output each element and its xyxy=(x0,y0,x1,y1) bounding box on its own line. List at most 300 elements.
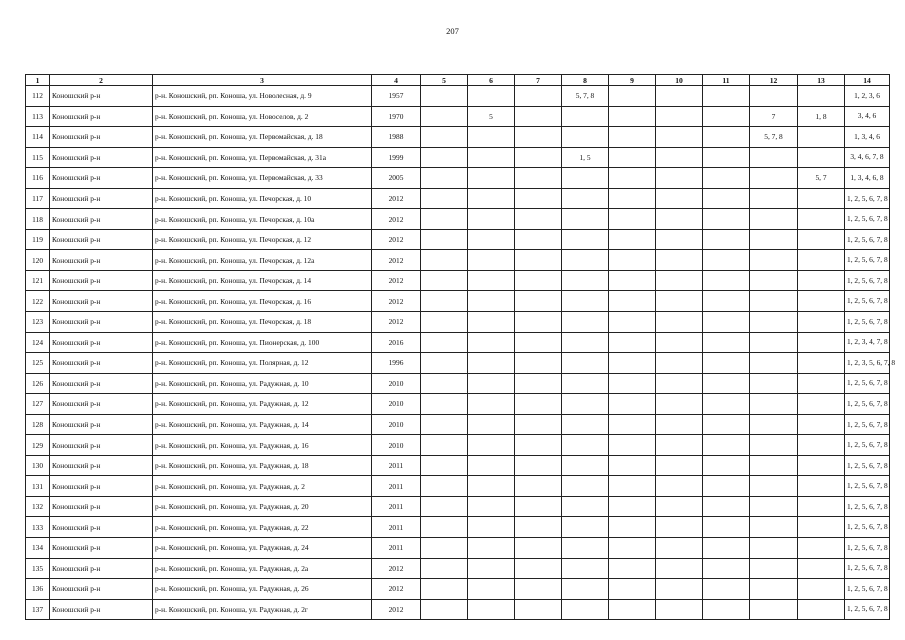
table-cell-col-4: 1996 xyxy=(372,353,421,374)
table-cell-col-9 xyxy=(609,579,656,600)
table-cell-col-4: 2012 xyxy=(372,250,421,271)
table-row xyxy=(26,455,890,476)
table-cell-col-10 xyxy=(656,455,703,476)
table-cell-col-14: 1, 2, 5, 6, 7, 8 xyxy=(845,435,890,456)
table-cell-col-7 xyxy=(515,291,562,312)
table-cell-col-9 xyxy=(609,250,656,271)
table-cell-col-4: 2012 xyxy=(372,291,421,312)
table-cell-col-14: 1, 2, 5, 6, 7, 8 xyxy=(845,538,890,559)
table-cell-col-1: 130 xyxy=(26,455,50,476)
table-cell-col-2: Коношский р-н xyxy=(50,106,153,127)
table-cell-col-9 xyxy=(609,414,656,435)
table-cell-col-7 xyxy=(515,270,562,291)
table-cell-col-14: 3, 4, 6, 7, 8 xyxy=(845,147,890,168)
table-cell-col-3: р-н. Коношский, рп. Коноша, ул. Радужная, д. 24 xyxy=(153,538,372,559)
table-cell-col-9 xyxy=(609,353,656,374)
table-cell-col-12 xyxy=(750,188,798,209)
table-cell-col-9 xyxy=(609,106,656,127)
table-row xyxy=(26,291,890,312)
table-cell-col-2: Коношский р-н xyxy=(50,332,153,353)
table-cell-col-11 xyxy=(703,353,750,374)
table-cell-col-12 xyxy=(750,168,798,189)
table-cell-col-6 xyxy=(468,538,515,559)
table-cell-col-5 xyxy=(421,188,468,209)
table-cell-col-12 xyxy=(750,353,798,374)
table-cell-col-11 xyxy=(703,435,750,456)
table-cell-col-6 xyxy=(468,517,515,538)
table-cell-col-13 xyxy=(798,353,845,374)
table-cell-col-7 xyxy=(515,579,562,600)
table-cell-col-8 xyxy=(562,414,609,435)
page-number: 207 xyxy=(446,26,459,36)
table-cell-col-1: 125 xyxy=(26,353,50,374)
table-cell-col-7 xyxy=(515,517,562,538)
table-cell-col-14: 1, 2, 5, 6, 7, 8 xyxy=(845,312,890,333)
table-cell-col-5 xyxy=(421,579,468,600)
table-cell-col-1: 137 xyxy=(26,599,50,620)
table-cell-col-14: 1, 2, 5, 6, 7, 8 xyxy=(845,414,890,435)
table-row xyxy=(26,558,890,579)
table-cell-col-9 xyxy=(609,270,656,291)
table-cell-col-3: р-н. Коношский, рп. Коноша, ул. Радужная, д. 2г xyxy=(153,599,372,620)
table-cell-col-12 xyxy=(750,332,798,353)
table-cell-col-2: Коношский р-н xyxy=(50,312,153,333)
table-cell-col-12 xyxy=(750,250,798,271)
table-cell-col-8 xyxy=(562,476,609,497)
table-cell-col-1: 135 xyxy=(26,558,50,579)
table-cell-col-12 xyxy=(750,455,798,476)
column-header-7: 7 xyxy=(515,75,562,86)
column-header-2: 2 xyxy=(50,75,153,86)
table-row xyxy=(26,188,890,209)
column-header-14: 14 xyxy=(845,75,890,86)
table-cell-col-4: 2012 xyxy=(372,188,421,209)
table-header xyxy=(26,75,890,86)
table-row xyxy=(26,414,890,435)
table-cell-col-10 xyxy=(656,538,703,559)
table-cell-col-2: Коношский р-н xyxy=(50,373,153,394)
table-cell-col-3: р-н. Коношский, рп. Коноша, ул. Радужная, д. 10 xyxy=(153,373,372,394)
table-cell-col-14: 1, 2, 3, 4, 7, 8 xyxy=(845,332,890,353)
table-cell-col-5 xyxy=(421,106,468,127)
table-cell-col-9 xyxy=(609,291,656,312)
table-cell-col-1: 132 xyxy=(26,496,50,517)
table-cell-col-11 xyxy=(703,168,750,189)
table-cell-col-10 xyxy=(656,558,703,579)
table-cell-col-1: 113 xyxy=(26,106,50,127)
table-cell-col-7 xyxy=(515,209,562,230)
table-cell-col-12 xyxy=(750,312,798,333)
table-cell-col-5 xyxy=(421,538,468,559)
table-cell-col-8 xyxy=(562,394,609,415)
table-cell-col-1: 123 xyxy=(26,312,50,333)
table-cell-col-8 xyxy=(562,250,609,271)
table-cell-col-13 xyxy=(798,312,845,333)
column-header-3: 3 xyxy=(153,75,372,86)
table-cell-col-1: 121 xyxy=(26,270,50,291)
table-cell-col-2: Коношский р-н xyxy=(50,455,153,476)
table-cell-col-8: 5, 7, 8 xyxy=(562,86,609,107)
table-cell-col-2: Коношский р-н xyxy=(50,229,153,250)
table-cell-col-13 xyxy=(798,455,845,476)
table-cell-col-8 xyxy=(562,517,609,538)
table-cell-col-6 xyxy=(468,270,515,291)
table-cell-col-14: 1, 3, 4, 6, 8 xyxy=(845,168,890,189)
table-body xyxy=(26,86,896,620)
table-cell-col-6 xyxy=(468,558,515,579)
table-row xyxy=(26,435,890,456)
table-cell-col-7 xyxy=(515,86,562,107)
table-cell-col-13 xyxy=(798,86,845,107)
table-cell-col-2: Коношский р-н xyxy=(50,353,153,374)
table-cell-col-7 xyxy=(515,106,562,127)
table-cell-col-4: 1970 xyxy=(372,106,421,127)
table-cell-col-5 xyxy=(421,86,468,107)
table-cell-col-5 xyxy=(421,332,468,353)
table-cell-col-3: р-н. Коношский, рп. Коноша, ул. Печорская, д. 18 xyxy=(153,312,372,333)
table-row xyxy=(26,127,890,148)
table-cell-col-4: 2010 xyxy=(372,435,421,456)
table-cell-col-7 xyxy=(515,168,562,189)
table-cell-col-11 xyxy=(703,312,750,333)
table-cell-col-3: р-н. Коношский, рп. Коноша, ул. Радужная, д. 2 xyxy=(153,476,372,497)
register-table xyxy=(25,74,896,620)
table-cell-col-14: 1, 2, 5, 6, 7, 8 xyxy=(845,394,890,415)
table-cell-col-2: Коношский р-н xyxy=(50,414,153,435)
table-cell-col-5 xyxy=(421,127,468,148)
table-cell-col-7 xyxy=(515,414,562,435)
table-cell-col-3: р-н. Коношский, рп. Коноша, ул. Первомайская, д. 33 xyxy=(153,168,372,189)
table-cell-col-11 xyxy=(703,147,750,168)
table-cell-col-4: 2011 xyxy=(372,496,421,517)
table-cell-col-2: Коношский р-н xyxy=(50,188,153,209)
table-cell-col-5 xyxy=(421,414,468,435)
table-cell-col-9 xyxy=(609,435,656,456)
table-cell-col-5 xyxy=(421,496,468,517)
table-cell-col-1: 134 xyxy=(26,538,50,559)
table-cell-col-5 xyxy=(421,558,468,579)
table-cell-col-8 xyxy=(562,538,609,559)
table-cell-col-8 xyxy=(562,229,609,250)
table-cell-col-4: 2010 xyxy=(372,373,421,394)
table-cell-col-4: 2011 xyxy=(372,476,421,497)
table-cell-col-6 xyxy=(468,435,515,456)
table-cell-col-8: 1, 5 xyxy=(562,147,609,168)
table-row xyxy=(26,250,890,271)
table-cell-col-10 xyxy=(656,291,703,312)
table-cell-col-10 xyxy=(656,353,703,374)
table-cell-col-2: Коношский р-н xyxy=(50,86,153,107)
table-cell-col-3: р-н. Коношский, рп. Коноша, ул. Радужная, д. 16 xyxy=(153,435,372,456)
table-cell-col-8 xyxy=(562,168,609,189)
table-cell-col-6 xyxy=(468,599,515,620)
table-cell-col-7 xyxy=(515,394,562,415)
table-cell-col-12 xyxy=(750,476,798,497)
table-cell-col-10 xyxy=(656,168,703,189)
table-cell-col-9 xyxy=(609,538,656,559)
table-cell-col-11 xyxy=(703,455,750,476)
table-cell-col-7 xyxy=(515,599,562,620)
column-header-1: 1 xyxy=(26,75,50,86)
table-cell-col-5 xyxy=(421,435,468,456)
table-cell-col-4: 2010 xyxy=(372,414,421,435)
table-cell-col-6 xyxy=(468,127,515,148)
table-cell-col-3: р-н. Коношский, рп. Коноша, ул. Печорская, д. 14 xyxy=(153,270,372,291)
column-header-4: 4 xyxy=(372,75,421,86)
table-cell-col-8 xyxy=(562,270,609,291)
table-cell-col-13 xyxy=(798,127,845,148)
table-cell-col-12 xyxy=(750,270,798,291)
table-row xyxy=(26,517,890,538)
table-cell-col-4: 1957 xyxy=(372,86,421,107)
header-row xyxy=(26,75,890,86)
table-cell-col-2: Коношский р-н xyxy=(50,496,153,517)
table-cell-col-6 xyxy=(468,414,515,435)
table-cell-col-13 xyxy=(798,394,845,415)
table-cell-col-7 xyxy=(515,188,562,209)
table-cell-col-12 xyxy=(750,291,798,312)
table-cell-col-7 xyxy=(515,332,562,353)
table-cell-col-6 xyxy=(468,147,515,168)
table-cell-col-1: 124 xyxy=(26,332,50,353)
table-cell-col-11 xyxy=(703,496,750,517)
table-cell-col-10 xyxy=(656,332,703,353)
table-cell-col-12 xyxy=(750,599,798,620)
table-cell-col-10 xyxy=(656,188,703,209)
table-cell-col-1: 120 xyxy=(26,250,50,271)
table-cell-col-11 xyxy=(703,127,750,148)
table-cell-col-11 xyxy=(703,291,750,312)
table-cell-col-13 xyxy=(798,496,845,517)
table-row xyxy=(26,312,890,333)
table-cell-col-4: 1988 xyxy=(372,127,421,148)
table-cell-col-11 xyxy=(703,538,750,559)
table-cell-col-7 xyxy=(515,373,562,394)
table-cell-col-6 xyxy=(468,496,515,517)
table-cell-col-6 xyxy=(468,353,515,374)
table-cell-col-10 xyxy=(656,373,703,394)
table-cell-col-11 xyxy=(703,476,750,497)
table-cell-col-6 xyxy=(468,229,515,250)
table-cell-col-7 xyxy=(515,147,562,168)
table-cell-col-12: 7 xyxy=(750,106,798,127)
table-cell-col-5 xyxy=(421,312,468,333)
table-cell-col-6 xyxy=(468,332,515,353)
table-cell-col-3: р-н. Коношский, рп. Коноша, ул. Пионерская, д. 100 xyxy=(153,332,372,353)
table-cell-col-1: 117 xyxy=(26,188,50,209)
table-cell-col-6 xyxy=(468,209,515,230)
table-cell-col-14: 3, 4, 6 xyxy=(845,106,890,127)
table-row xyxy=(26,106,890,127)
column-header-8: 8 xyxy=(562,75,609,86)
table-cell-col-12 xyxy=(750,435,798,456)
table-cell-col-5 xyxy=(421,250,468,271)
table-cell-col-14: 1, 3, 4, 6 xyxy=(845,127,890,148)
table-cell-col-12 xyxy=(750,209,798,230)
table-cell-col-2: Коношский р-н xyxy=(50,394,153,415)
table-cell-col-3: р-н. Коношский, рп. Коноша, ул. Печорская, д. 10 xyxy=(153,188,372,209)
table-cell-col-6 xyxy=(468,579,515,600)
table-cell-col-7 xyxy=(515,229,562,250)
table-cell-col-12 xyxy=(750,373,798,394)
table-cell-col-4: 2011 xyxy=(372,538,421,559)
column-header-13: 13 xyxy=(798,75,845,86)
table-cell-col-1: 131 xyxy=(26,476,50,497)
table-cell-col-6 xyxy=(468,312,515,333)
table-cell-col-12 xyxy=(750,579,798,600)
table-cell-col-3: р-н. Коношский, рп. Коноша, ул. Печорская, д. 12а xyxy=(153,250,372,271)
table-cell-col-3: р-н. Коношский, рп. Коноша, ул. Первомайская, д. 31а xyxy=(153,147,372,168)
table-cell-col-9 xyxy=(609,168,656,189)
table-cell-col-13 xyxy=(798,188,845,209)
column-header-5: 5 xyxy=(421,75,468,86)
table-cell-col-6 xyxy=(468,476,515,497)
table-cell-col-14: 1, 2, 3, 5, 6, 7, 8 xyxy=(845,353,890,374)
table-cell-col-10 xyxy=(656,599,703,620)
table-cell-col-8 xyxy=(562,127,609,148)
table-cell-col-6 xyxy=(468,291,515,312)
table-cell-col-11 xyxy=(703,394,750,415)
table-cell-col-8 xyxy=(562,558,609,579)
table-cell-col-9 xyxy=(609,517,656,538)
table-cell-col-2: Коношский р-н xyxy=(50,209,153,230)
table-cell-col-8 xyxy=(562,435,609,456)
table-row xyxy=(26,270,890,291)
table-cell-col-2: Коношский р-н xyxy=(50,579,153,600)
table-row xyxy=(26,353,890,374)
table-cell-col-4: 2012 xyxy=(372,209,421,230)
table-cell-col-5 xyxy=(421,168,468,189)
table-cell-col-11 xyxy=(703,599,750,620)
table-cell-col-10 xyxy=(656,394,703,415)
table-cell-col-13 xyxy=(798,414,845,435)
table-cell-col-11 xyxy=(703,414,750,435)
table-cell-col-13 xyxy=(798,373,845,394)
table-cell-col-4: 2012 xyxy=(372,312,421,333)
table-cell-col-6: 5 xyxy=(468,106,515,127)
table-cell-col-10 xyxy=(656,414,703,435)
table-cell-col-4: 2012 xyxy=(372,579,421,600)
table-cell-col-11 xyxy=(703,558,750,579)
table-cell-col-11 xyxy=(703,373,750,394)
table-row xyxy=(26,229,890,250)
table-cell-col-2: Коношский р-н xyxy=(50,538,153,559)
table-cell-col-3: р-н. Коношский, рп. Коноша, ул. Радужная, д. 12 xyxy=(153,394,372,415)
table-cell-col-12: 5, 7, 8 xyxy=(750,127,798,148)
table-cell-col-13: 5, 7 xyxy=(798,168,845,189)
table-cell-col-8 xyxy=(562,579,609,600)
table-cell-col-9 xyxy=(609,558,656,579)
table-row xyxy=(26,496,890,517)
table-cell-col-10 xyxy=(656,579,703,600)
table-cell-col-11 xyxy=(703,106,750,127)
table-cell-col-2: Коношский р-н xyxy=(50,558,153,579)
table-cell-col-1: 126 xyxy=(26,373,50,394)
table-cell-col-7 xyxy=(515,558,562,579)
table-row xyxy=(26,538,890,559)
table-cell-col-7 xyxy=(515,353,562,374)
table-cell-col-9 xyxy=(609,127,656,148)
table-cell-col-9 xyxy=(609,229,656,250)
table-cell-col-5 xyxy=(421,517,468,538)
table-cell-col-11 xyxy=(703,270,750,291)
table-cell-col-13 xyxy=(798,147,845,168)
table-cell-col-10 xyxy=(656,476,703,497)
table-cell-col-6 xyxy=(468,250,515,271)
table-cell-col-6 xyxy=(468,86,515,107)
table-cell-col-7 xyxy=(515,455,562,476)
table-cell-col-14: 1, 2, 3, 6 xyxy=(845,86,890,107)
table-cell-col-3: р-н. Коношский, рп. Коноша, ул. Радужная, д. 26 xyxy=(153,579,372,600)
table-cell-col-3: р-н. Коношский, рп. Коноша, ул. Радужная, д. 22 xyxy=(153,517,372,538)
table-cell-col-12 xyxy=(750,229,798,250)
table-cell-col-2: Коношский р-н xyxy=(50,270,153,291)
table-cell-col-8 xyxy=(562,291,609,312)
table-cell-col-5 xyxy=(421,291,468,312)
table-cell-col-12 xyxy=(750,147,798,168)
table-cell-col-2: Коношский р-н xyxy=(50,147,153,168)
table-cell-col-10 xyxy=(656,250,703,271)
table-cell-col-6 xyxy=(468,168,515,189)
table-cell-col-14: 1, 2, 5, 6, 7, 8 xyxy=(845,188,890,209)
table-cell-col-1: 128 xyxy=(26,414,50,435)
table-cell-col-7 xyxy=(515,435,562,456)
table-cell-col-5 xyxy=(421,455,468,476)
table-cell-col-9 xyxy=(609,209,656,230)
table-cell-col-8 xyxy=(562,496,609,517)
table-cell-col-4: 2012 xyxy=(372,229,421,250)
table-cell-col-12 xyxy=(750,558,798,579)
table-row xyxy=(26,373,890,394)
table-cell-col-10 xyxy=(656,209,703,230)
table-row xyxy=(26,476,890,497)
table-cell-col-1: 127 xyxy=(26,394,50,415)
table-cell-col-10 xyxy=(656,147,703,168)
table-cell-col-6 xyxy=(468,394,515,415)
table-cell-col-1: 118 xyxy=(26,209,50,230)
table-cell-col-14: 1, 2, 5, 6, 7, 8 xyxy=(845,579,890,600)
table-cell-col-3: р-н. Коношский, рп. Коноша, ул. Радужная, д. 20 xyxy=(153,496,372,517)
table-cell-col-9 xyxy=(609,476,656,497)
table-cell-col-14: 1, 2, 5, 6, 7, 8 xyxy=(845,455,890,476)
table-cell-col-12 xyxy=(750,86,798,107)
table-cell-col-12 xyxy=(750,496,798,517)
table-cell-col-4: 2016 xyxy=(372,332,421,353)
table-cell-col-5 xyxy=(421,147,468,168)
table-cell-col-3: р-н. Коношский, рп. Коноша, ул. Полярная, д. 12 xyxy=(153,353,372,374)
table-cell-col-8 xyxy=(562,353,609,374)
table-row xyxy=(26,332,890,353)
table-cell-col-3: р-н. Коношский, рп. Коноша, ул. Радужная, д. 14 xyxy=(153,414,372,435)
table-cell-col-9 xyxy=(609,455,656,476)
table-cell-col-7 xyxy=(515,312,562,333)
table-cell-col-9 xyxy=(609,332,656,353)
table-cell-col-14: 1, 2, 5, 6, 7, 8 xyxy=(845,476,890,497)
table-cell-col-3: р-н. Коношский, рп. Коноша, ул. Печорская, д. 16 xyxy=(153,291,372,312)
table-cell-col-3: р-н. Коношский, рп. Коноша, ул. Радужная, д. 2а xyxy=(153,558,372,579)
table-cell-col-9 xyxy=(609,86,656,107)
table-cell-col-9 xyxy=(609,373,656,394)
column-header-10: 10 xyxy=(656,75,703,86)
table-cell-col-14: 1, 2, 5, 6, 7, 8 xyxy=(845,291,890,312)
table-cell-col-9 xyxy=(609,312,656,333)
table-cell-col-5 xyxy=(421,209,468,230)
table-row xyxy=(26,599,890,620)
table-cell-col-4: 2012 xyxy=(372,270,421,291)
table-cell-col-4: 2011 xyxy=(372,517,421,538)
table-cell-col-14: 1, 2, 5, 6, 7, 8 xyxy=(845,270,890,291)
table-cell-col-9 xyxy=(609,188,656,209)
